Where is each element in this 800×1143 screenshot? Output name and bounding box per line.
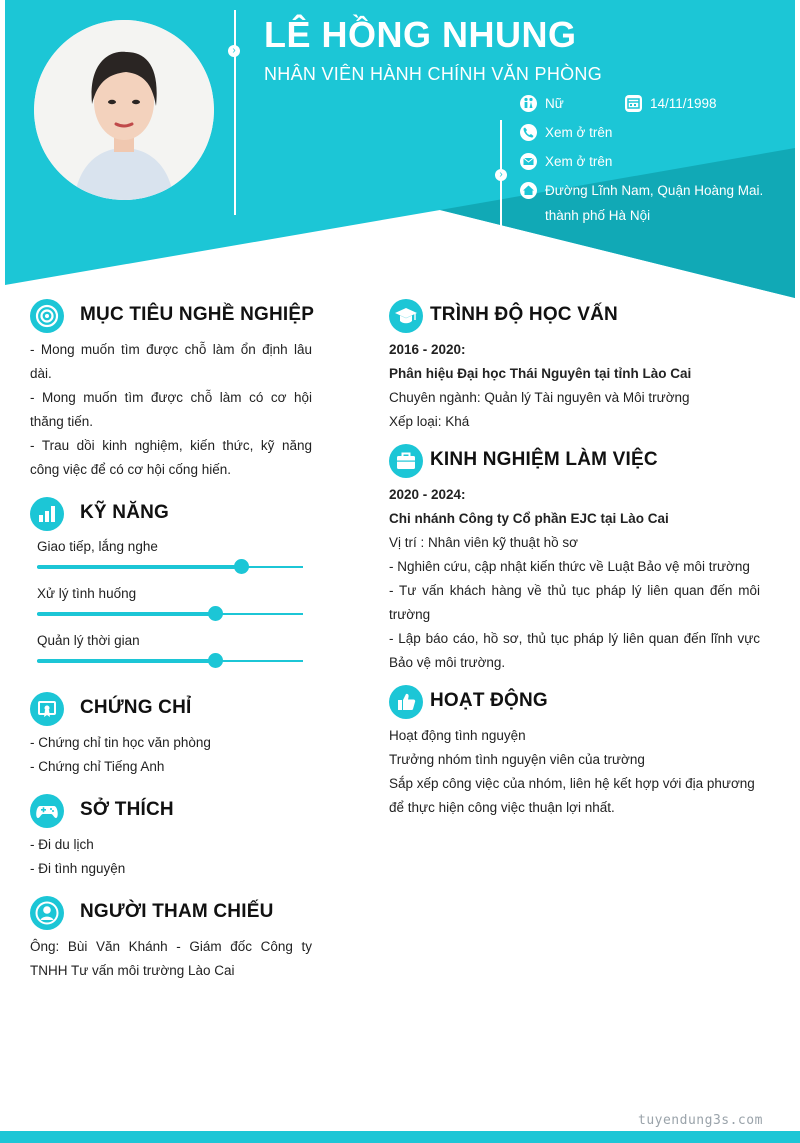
gender-icon bbox=[520, 95, 537, 112]
skills-title: KỸ NĂNG bbox=[80, 502, 170, 523]
address-line1: Đường Lĩnh Nam, Quận Hoàng Mai. bbox=[545, 183, 764, 198]
skill-level-knob bbox=[234, 559, 249, 574]
experience-period: 2020 - 2024: bbox=[389, 487, 466, 502]
experience-title: KINH NGHIỆM LÀM VIỆC bbox=[430, 449, 658, 470]
gamepad-icon bbox=[30, 794, 64, 828]
chevron-right-icon: › bbox=[495, 169, 507, 181]
phone-icon bbox=[520, 124, 537, 141]
email-icon bbox=[520, 153, 537, 170]
target-icon bbox=[30, 299, 64, 333]
education-period: 2016 - 2020: bbox=[389, 342, 466, 357]
skill-label: Quản lý thời gian bbox=[37, 633, 140, 648]
hobby-item: - Đi du lịch bbox=[30, 837, 94, 852]
thumbs-up-icon bbox=[389, 685, 423, 719]
activity-item: Sắp xếp công việc của nhóm, liên hệ kết hợp với địa phương để thực hiện công việc thuận lợi nhất. bbox=[389, 776, 755, 815]
experience-company: Chi nhánh Công ty Cổ phần EJC tại Lào Cai bbox=[389, 511, 669, 526]
education-major: Chuyên ngành: Quản lý Tài nguyên và Môi trường bbox=[389, 390, 690, 405]
user-icon bbox=[30, 896, 64, 930]
activity-item: Hoạt động tình nguyện bbox=[389, 728, 526, 743]
objective-line: - Trau dồi kinh nghiệm, kiến thức, kỹ năng công việc để có cơ hội cống hiến. bbox=[30, 438, 312, 477]
education-title: TRÌNH ĐỘ HỌC VẤN bbox=[430, 304, 618, 325]
objective-title: MỤC TIÊU NGHỀ NGHIỆP bbox=[80, 304, 315, 325]
avatar bbox=[34, 20, 214, 200]
reference-text: Ông: Bùi Văn Khánh - Giám đốc Công ty TNHH Tư vấn môi trường Lào Cai bbox=[30, 939, 312, 978]
hobbies-title: SỞ THÍCH bbox=[80, 799, 174, 820]
birthday-value: 14/11/1998 bbox=[650, 96, 717, 111]
education-grade: Xếp loại: Khá bbox=[389, 414, 470, 429]
certificate-item: - Chứng chỉ Tiếng Anh bbox=[30, 759, 165, 774]
chevron-right-icon: › bbox=[228, 45, 240, 57]
experience-task: - Nghiên cứu, cập nhật kiến thức về Luật Bảo vệ môi trường bbox=[389, 559, 750, 574]
certificate-icon bbox=[30, 692, 64, 726]
activities-title: HOẠT ĐỘNG bbox=[430, 690, 548, 711]
briefcase-icon bbox=[389, 444, 423, 478]
skill-label: Giao tiếp, lắng nghe bbox=[37, 539, 158, 554]
experience-task: - Tư vấn khách hàng về thủ tục pháp lý liên quan đến môi trường bbox=[389, 583, 760, 622]
bar-chart-icon bbox=[30, 497, 64, 531]
experience-task: - Lập báo cáo, hồ sơ, thủ tục pháp lý liên quan đến lĩnh vực Bảo vệ môi trường. bbox=[389, 631, 760, 670]
watermark: tuyendung3s.com bbox=[638, 1113, 763, 1128]
hobby-item: - Đi tình nguyện bbox=[30, 861, 126, 876]
objective-line: - Mong muốn tìm được chỗ làm ổn định lâu dài. bbox=[30, 342, 312, 381]
skill-level-fill bbox=[37, 612, 215, 616]
candidate-name: LÊ HỒNG NHUNG bbox=[264, 14, 577, 55]
email-value: Xem ở trên bbox=[545, 154, 613, 169]
skill-level-fill bbox=[37, 659, 215, 663]
skill-level-knob bbox=[208, 606, 223, 621]
address-line2: thành phố Hà Nội bbox=[545, 208, 651, 223]
certificates-title: CHỨNG CHỈ bbox=[80, 697, 192, 718]
gender-value: Nữ bbox=[545, 96, 564, 111]
objective-line: - Mong muốn tìm được chỗ làm có cơ hội thăng tiến. bbox=[30, 390, 312, 429]
home-icon bbox=[520, 182, 537, 199]
references-title: NGƯỜI THAM CHIẾU bbox=[80, 901, 274, 922]
experience-position: Vị trí : Nhân viên kỹ thuật hồ sơ bbox=[389, 535, 578, 550]
graduation-cap-icon bbox=[389, 299, 423, 333]
skill-level-knob bbox=[208, 653, 223, 668]
phone-value: Xem ở trên bbox=[545, 125, 613, 140]
skill-label: Xử lý tình huống bbox=[37, 586, 137, 601]
footer-bar bbox=[0, 1131, 800, 1143]
header-divider-line bbox=[234, 10, 236, 215]
skill-level-fill bbox=[37, 565, 242, 569]
certificate-item: - Chứng chỉ tin học văn phòng bbox=[30, 735, 211, 750]
job-title: NHÂN VIÊN HÀNH CHÍNH VĂN PHÒNG bbox=[264, 64, 603, 84]
education-school: Phân hiệu Đại học Thái Nguyên tại tỉnh Lào Cai bbox=[389, 366, 692, 381]
calendar-icon bbox=[625, 95, 642, 112]
activity-item: Trưởng nhóm tình nguyện viên của trường bbox=[389, 752, 645, 767]
